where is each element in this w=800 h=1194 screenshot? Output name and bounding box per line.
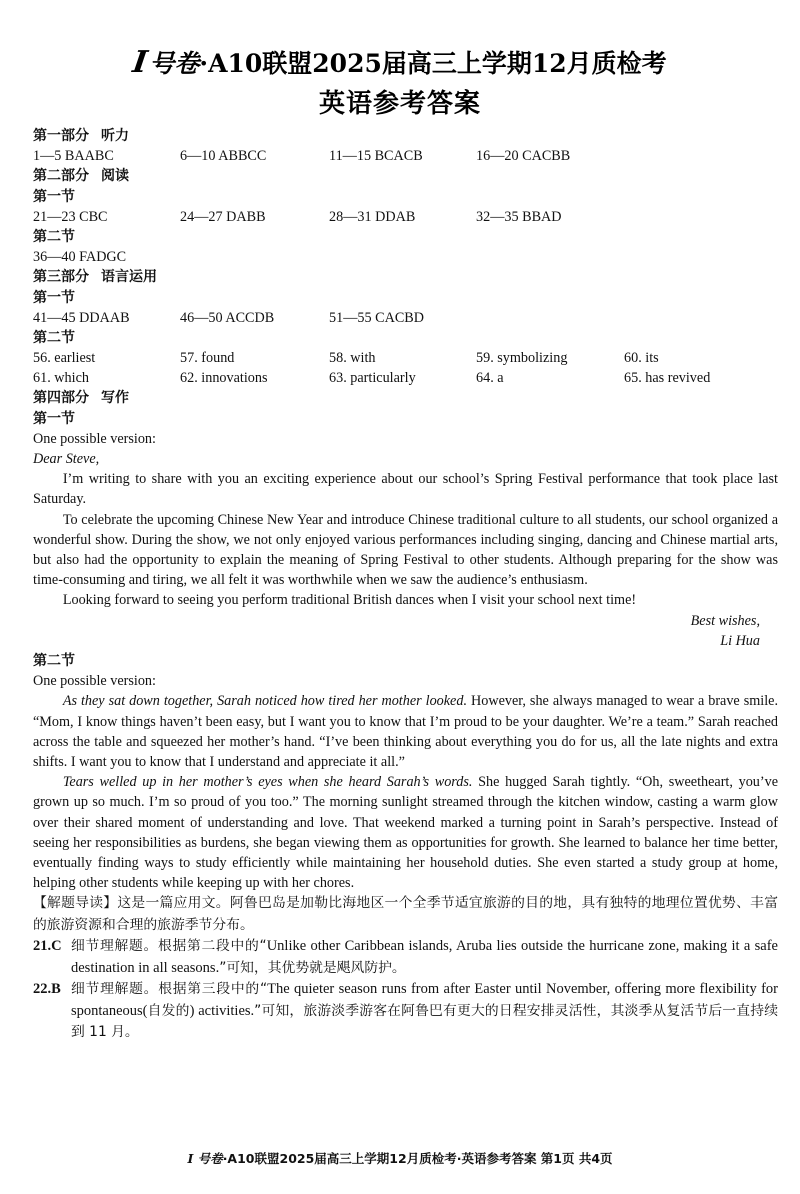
answer-item: 59. symbolizing [476, 350, 568, 367]
story-body: She hugged Sarah tightly. “Oh, sweetheart, you’ve grown up so much. I’m so proud of you too.” The morning sunlight streamed through the kitchen window, casting a warm glow over their shared moment of understanding and love. That weekend marked a turning point in Sarah’s perspective. Instead of seeing her responsibilities as burdens, she began viewing them as opportunities for growth. She learned to balance her time better, eventually finding ways to study efficiently while maintaining her household duties. She even started a study group at home, helping other students while keeping up with her chores. [33, 774, 778, 892]
story-paragraph [33, 772, 778, 893]
story-body: However, she always managed to wear a brave smile. “Mom, I know things haven’t been easy, but I want you to know that I’m proud to be your daughter. We’re a team.” Sarah reached across the table and squeezed her mother’s hand. “I’ve been thinking about everything you do for us, all the late nights and extra shifts. I want you to know that I understand and appreciate it all.” [33, 693, 778, 770]
part3-heading-number: 第三部分 [33, 269, 89, 286]
part4-heading-number: 第四部分 [33, 390, 89, 407]
part1-heading [33, 126, 778, 146]
explanation-text: 细节理解题。根据第二段中的“ [71, 938, 267, 955]
answer-group: 6—10 ABBCC [180, 148, 267, 165]
answer-item: 57. found [180, 350, 235, 367]
answer-group: 41—45 DDAAB [33, 309, 130, 326]
part2-heading-name: 阅读 [101, 168, 129, 185]
answer-content [33, 126, 778, 1044]
answer-group: 11—15 BCACB [329, 148, 423, 165]
part4-section2-heading: 第二节 [33, 653, 75, 670]
footer-brand-mark: I [187, 1151, 194, 1166]
part2-section1-heading: 第一节 [33, 188, 75, 205]
title-text: ·A10联盟2025届高三上学期12月质检考 [199, 49, 667, 78]
answer-group: 1—5 BAABC [33, 148, 114, 165]
explanation-text: 细节理解题。根据第三段中的“ [71, 981, 268, 998]
question-answer: 21.C [33, 938, 62, 955]
explanation-item [33, 936, 778, 979]
part2-section2-answers [33, 247, 778, 267]
part1-answers-row [33, 146, 778, 166]
story-paragraph [33, 691, 778, 772]
brand-logo-mark: I [130, 45, 150, 80]
answer-group: 51—55 CACBD [329, 309, 424, 326]
letter-closing: Best wishes, [690, 612, 760, 629]
part2-heading [33, 166, 778, 186]
quoted-source-text: ) activities. [189, 1002, 255, 1019]
story-lead-sentence: Tears welled up in her mother’s eyes when she heard Sarah’s words. [62, 774, 473, 791]
part3-heading-name: 语言运用 [101, 269, 157, 286]
part3-heading [33, 267, 778, 287]
footer-text: ·A10联盟2025届高三上学期12月质检考·英语参考答案 第1页 共4页 [222, 1151, 613, 1166]
quoted-source-text: Unlike other Caribbean islands, Aruba lies outside the hurricane zone, making it a safe destination in all seasons. [71, 938, 778, 976]
document-title [0, 44, 800, 80]
explanation-item [33, 979, 778, 1044]
question-answer: 22.B [33, 981, 61, 998]
part2-heading-number: 第二部分 [33, 168, 89, 185]
footer-brand-name: 号卷 [197, 1151, 223, 1166]
answer-item: 58. with [329, 350, 376, 367]
letter-paragraph: Looking forward to seeing you perform traditional British dances when I visit your school next time! [62, 592, 637, 609]
answer-item: 61. which [33, 370, 89, 387]
part4-section1-heading: 第一节 [33, 410, 75, 427]
answer-group: 36—40 FADGC [33, 249, 127, 266]
part3-section1-heading: 第一节 [33, 289, 75, 306]
brand-name: 号卷 [149, 49, 200, 78]
letter-paragraph: I’m writing to share with you an exciting experience about our school’s Spring Festival performance that took place last Saturday. [33, 471, 778, 508]
answer-group: 21—23 CBC [33, 208, 108, 225]
answer-group: 24—27 DABB [180, 208, 266, 225]
gloss-text: 自发的 [147, 1002, 190, 1019]
letter-paragraph: To celebrate the upcoming Chinese New Year and introduce Chinese traditional culture to all students, our school organized a wonderful show. During the show, we not only enjoyed various performances including singing, dancing and Chinese martial arts, but also had the opportunity to explain the meaning of Spring Festival to other students. Although preparing for the show was time-consuming and tiring, we all felt it was worthwhile when we saw the audience’s enthusiasm. [33, 511, 778, 589]
part1-heading-name: 听力 [101, 128, 129, 144]
version-label: One possible version: [33, 430, 156, 447]
answer-item: 64. a [476, 370, 504, 387]
part1-heading-number: 第一部分 [33, 128, 89, 144]
part4-heading-name: 写作 [101, 390, 129, 407]
version-label-2: One possible version: [33, 673, 156, 690]
part2-section2-heading: 第二节 [33, 228, 75, 245]
part3-section1-answers [33, 308, 778, 328]
part2-section1-answers [33, 207, 778, 227]
answer-group: 16—20 CACBB [476, 148, 571, 165]
answer-item: 56. earliest [33, 350, 96, 367]
reading-guide: 【解题导读】这是一篇应用文。阿鲁巴岛是加勒比海地区一个全季节适宜旅游的目的地，具有独特的地理位置优势、丰富的旅游资源和合理的旅游季节分布。 [33, 895, 778, 933]
answer-group: 46—50 ACCDB [180, 309, 275, 326]
part4-heading [33, 388, 778, 408]
story-lead-sentence: As they sat down together, Sarah noticed how tired her mother looked. [62, 693, 467, 710]
quoted-source-text: The quieter season runs from after Easter until November, offering more flexibility for spontaneous( [71, 981, 778, 1019]
part3-section2-heading: 第二节 [33, 329, 75, 346]
answer-group: 28—31 DDAB [329, 208, 416, 225]
explanation-text: ”可知，旅游淡季游客在阿鲁巴有更大的日程安排灵活性，其淡季从复活节后一直持续到 11 月。 [71, 1002, 778, 1041]
letter-signature: Li Hua [720, 632, 760, 649]
answer-group: 32—35 BBAD [476, 208, 562, 225]
answer-item: 63. particularly [329, 370, 416, 387]
part3-section2-answers-row1 [33, 348, 778, 368]
explanation-text: ”可知，其优势就是飓风防护。 [219, 959, 406, 976]
page-footer [0, 1149, 800, 1167]
answer-item: 62. innovations [180, 370, 268, 387]
part3-section2-answers-row2 [33, 368, 778, 388]
answer-item: 65. has revived [624, 370, 711, 387]
document-subtitle: 英语参考答案 [318, 89, 481, 119]
letter-greeting: Dear Steve, [33, 451, 100, 467]
answer-item: 60. its [624, 350, 659, 367]
